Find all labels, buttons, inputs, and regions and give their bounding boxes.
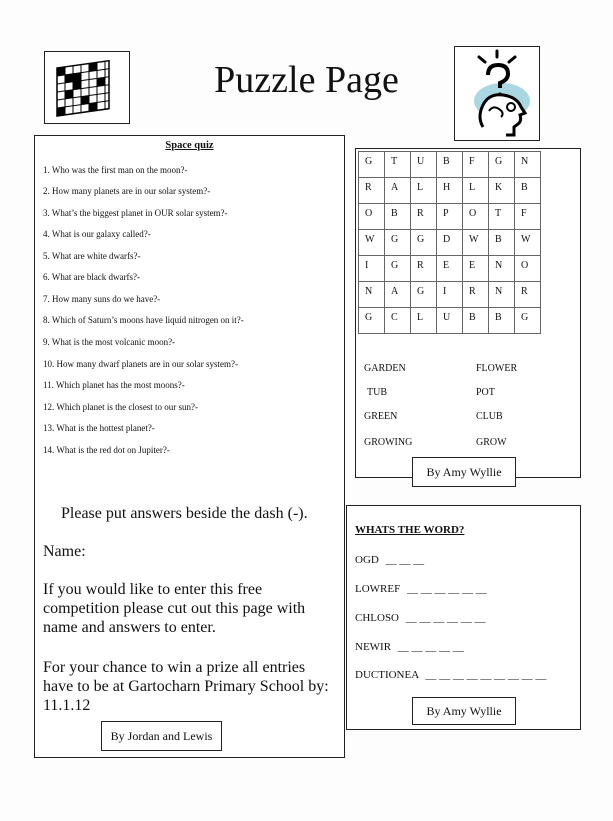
- word-list-item: FLOWER: [476, 363, 518, 374]
- word-list-item: GREEN: [364, 411, 398, 422]
- scrambled-word-clue: [355, 612, 486, 624]
- grid-cell[interactable]: I: [359, 256, 385, 282]
- grid-cell[interactable]: G: [515, 308, 541, 334]
- scrambled-word-clue: [355, 641, 464, 653]
- scrambled-word: NEWIR: [355, 641, 392, 653]
- grid-cell[interactable]: R: [411, 256, 437, 282]
- quiz-question: 4. What is our galaxy called?-: [43, 229, 151, 239]
- grid-cell[interactable]: R: [463, 282, 489, 308]
- quiz-question: 2. How many planets are in our solar system?-: [43, 186, 211, 196]
- grid-cell[interactable]: W: [515, 230, 541, 256]
- grid-cell[interactable]: G: [411, 230, 437, 256]
- grid-cell[interactable]: L: [411, 308, 437, 334]
- quiz-question: 13. What is the hottest planet?-: [43, 423, 155, 433]
- quiz-heading: Space quiz: [165, 140, 214, 151]
- grid-cell[interactable]: E: [463, 256, 489, 282]
- word-list-item: TUB: [367, 387, 387, 398]
- grid-cell[interactable]: N: [515, 152, 541, 178]
- grid-cell[interactable]: F: [515, 204, 541, 230]
- grid-cell[interactable]: R: [515, 282, 541, 308]
- grid-cell[interactable]: U: [437, 308, 463, 334]
- space-quiz-panel: [34, 135, 345, 758]
- grid-cell[interactable]: B: [463, 308, 489, 334]
- grid-cell[interactable]: T: [489, 204, 515, 230]
- grid-cell[interactable]: W: [359, 230, 385, 256]
- grid-cell[interactable]: C: [385, 308, 411, 334]
- whats-the-word-heading: WHATS THE WORD?: [355, 524, 465, 536]
- grid-cell[interactable]: B: [489, 230, 515, 256]
- grid-cell[interactable]: O: [359, 204, 385, 230]
- quiz-question: 14. What is the red dot on Jupiter?-: [43, 445, 170, 455]
- grid-cell[interactable]: G: [385, 256, 411, 282]
- grid-cell[interactable]: G: [359, 152, 385, 178]
- whats-the-word-credit: By Amy Wyllie: [412, 697, 516, 725]
- page-title: Puzzle Page: [214, 59, 399, 101]
- grid-cell[interactable]: N: [359, 282, 385, 308]
- grid-cell[interactable]: E: [437, 256, 463, 282]
- grid-cell[interactable]: G: [411, 282, 437, 308]
- answer-blanks[interactable]: __ __ __: [385, 554, 425, 566]
- scrambled-word: LOWREF: [355, 583, 401, 595]
- grid-cell[interactable]: G: [359, 308, 385, 334]
- scrambled-word-clue: [355, 554, 424, 566]
- wordsearch-panel: [355, 148, 581, 478]
- word-list-item: POT: [476, 387, 495, 398]
- grid-cell[interactable]: O: [515, 256, 541, 282]
- grid-cell[interactable]: B: [489, 308, 515, 334]
- quiz-question: 11. Which planet has the most moons?-: [43, 380, 185, 390]
- crossword-image: [44, 51, 130, 124]
- grid-cell[interactable]: B: [385, 204, 411, 230]
- scrambled-word-clue: [355, 583, 487, 595]
- whats-the-word-panel: [346, 505, 581, 730]
- grid-cell[interactable]: U: [411, 152, 437, 178]
- grid-cell[interactable]: W: [463, 230, 489, 256]
- grid-cell[interactable]: H: [437, 178, 463, 204]
- scrambled-word: OGD: [355, 554, 379, 566]
- grid-cell[interactable]: B: [437, 152, 463, 178]
- quiz-question: 8. Which of Saturn’s moons have liquid nitrogen on it?-: [43, 315, 244, 325]
- quiz-question: 5. What are white dwarfs?-: [43, 251, 141, 261]
- wordsearch-grid: [358, 151, 541, 334]
- answer-blanks[interactable]: __ __ __ __ __ __ __ __ __: [425, 669, 547, 681]
- quiz-question: 10. How many dwarf planets are in our solar system?-: [43, 359, 238, 369]
- grid-cell[interactable]: G: [385, 230, 411, 256]
- grid-cell[interactable]: L: [463, 178, 489, 204]
- grid-cell[interactable]: B: [515, 178, 541, 204]
- word-list-item: GARDEN: [364, 363, 406, 374]
- scrambled-word-clue: [355, 669, 546, 681]
- grid-cell[interactable]: A: [385, 178, 411, 204]
- grid-cell[interactable]: R: [359, 178, 385, 204]
- answer-blanks[interactable]: __ __ __ __ __: [397, 641, 464, 653]
- quiz-credit: By Jordan and Lewis: [101, 721, 222, 751]
- deadline-text: For your chance to win a prize all entries have to be at Gartocharn Primary School by: 11.1.12: [43, 659, 329, 714]
- word-list-item: GROWING: [364, 437, 413, 448]
- grid-cell[interactable]: T: [385, 152, 411, 178]
- quiz-question: 6. What are black dwarfs?-: [43, 272, 141, 282]
- grid-cell[interactable]: K: [489, 178, 515, 204]
- grid-cell[interactable]: I: [437, 282, 463, 308]
- grid-cell[interactable]: G: [489, 152, 515, 178]
- grid-cell[interactable]: N: [489, 282, 515, 308]
- answer-blanks[interactable]: __ __ __ __ __ __: [406, 583, 487, 595]
- word-list-item: CLUB: [476, 411, 503, 422]
- grid-cell[interactable]: P: [437, 204, 463, 230]
- name-label: Name:: [43, 543, 86, 560]
- quiz-question: 3. What’s the biggest planet in OUR solar system?-: [43, 208, 228, 218]
- grid-cell[interactable]: O: [463, 204, 489, 230]
- competition-text: If you would like to enter this free competition please cut out this page with name and answers to enter.: [43, 581, 306, 636]
- grid-cell[interactable]: L: [411, 178, 437, 204]
- wordsearch-credit: By Amy Wyllie: [412, 457, 516, 487]
- quiz-question: 7. How many suns do we have?-: [43, 294, 161, 304]
- grid-cell[interactable]: D: [437, 230, 463, 256]
- answer-blanks[interactable]: __ __ __ __ __ __: [405, 612, 486, 624]
- quiz-question: 9. What is the most volcanic moon?-: [43, 337, 176, 347]
- scrambled-word: CHLOSO: [355, 612, 400, 624]
- quiz-question: 1. Who was the first man on the moon?-: [43, 165, 188, 175]
- grid-cell[interactable]: A: [385, 282, 411, 308]
- answer-instruction: Please put answers beside the dash (-).: [61, 505, 308, 522]
- word-list-item: GROW: [476, 437, 507, 448]
- grid-cell[interactable]: F: [463, 152, 489, 178]
- quiz-question: 12. Which planet is the closest to our sun?-: [43, 402, 199, 412]
- grid-cell[interactable]: N: [489, 256, 515, 282]
- thinking-head-image: [454, 46, 540, 141]
- grid-cell[interactable]: R: [411, 204, 437, 230]
- scrambled-word: DUCTIONEA: [355, 669, 419, 681]
